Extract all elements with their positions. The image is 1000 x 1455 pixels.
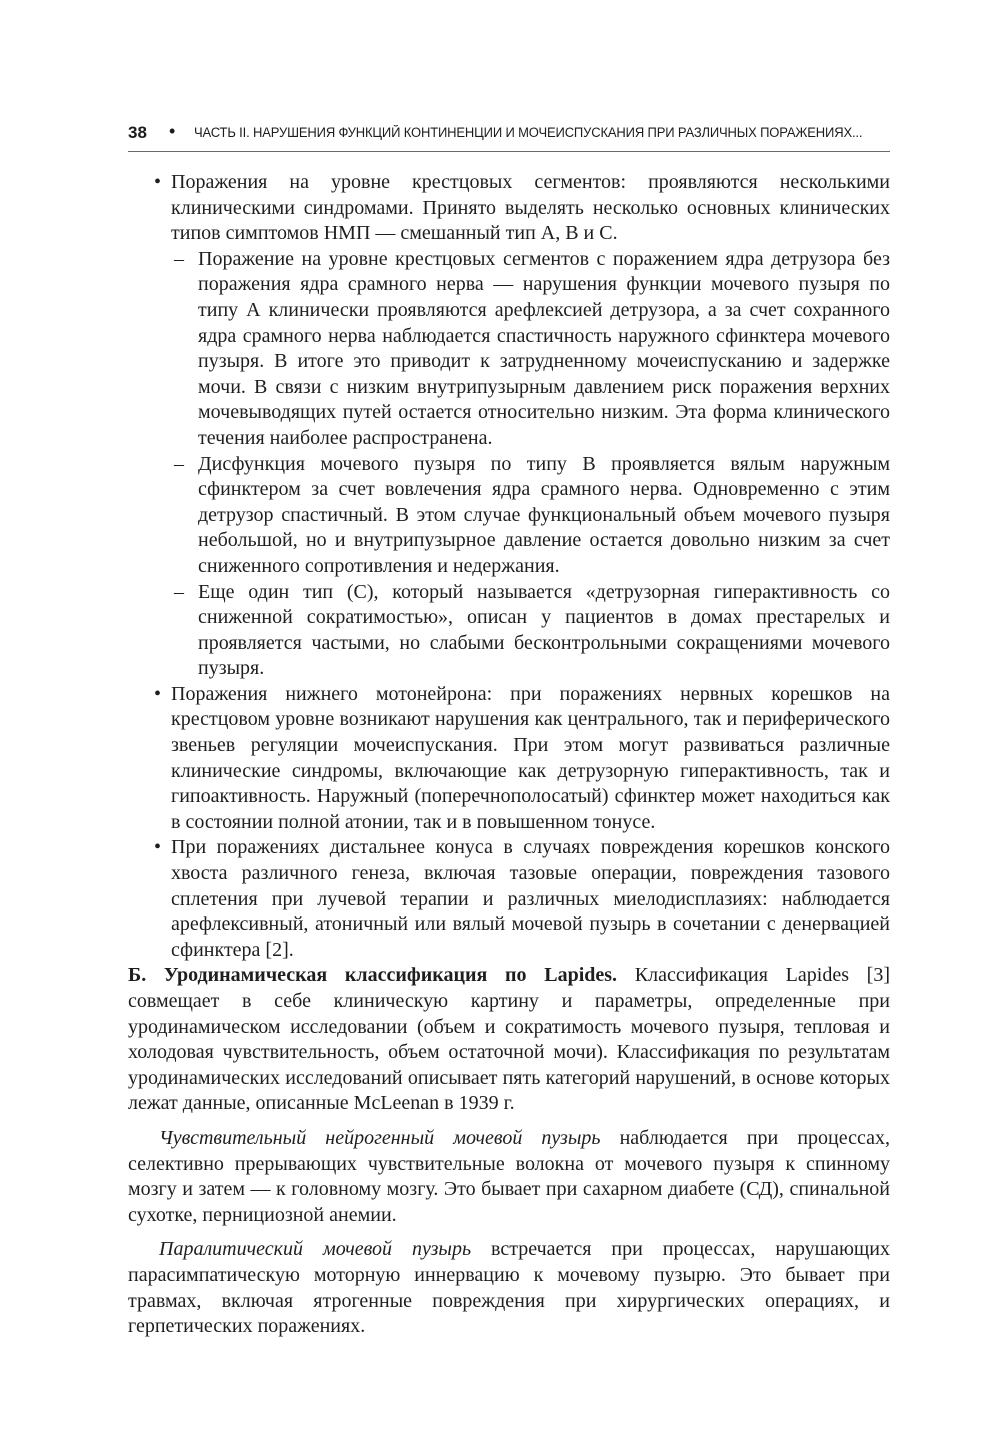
bullet-item-cauda-equina bbox=[128, 835, 890, 963]
bullet-marker: • bbox=[154, 171, 162, 193]
dash-marker: – bbox=[174, 247, 184, 270]
bullet-marker: • bbox=[154, 682, 162, 705]
sub-item-type-a bbox=[128, 247, 890, 452]
section-b-text: Классификация Lapides [3] совмещает в себе клиническую картину и параметры, определенные при уродинамическом исследовании (объем и сократимость мочевого пузыря, тепловая и холодовая чувствительность, объем остаточной мочи). Классификация по результатам уродинамических исследований описывает пять категорий нарушений, в основе которых лежат данные, описанные McLeenan в 1939 г. bbox=[128, 964, 890, 1115]
bullet-item-sacral-segments bbox=[128, 170, 890, 247]
sub-item-text: Дисфункция мочевого пузыря по типу В проявляется вялым наружным сфинктером за счет вовлечения ядра срамного нерва. Одновременно с этим детрузор спастичный. В этом случае функциональный объем мочевого пузыря небольшой, но и внутрипузырное давление остается довольно низким за счет сниженного сопротивления и недержания. bbox=[198, 452, 890, 577]
bullet-item-lower-motor-neuron bbox=[128, 682, 890, 836]
sensory-bladder-text: наблюдается при процессах, селективно прерывающих чувствительные волокна от мочевого пузыря к спинному мозгу и затем — к головному мозгу. Это бывает при сахарном диабете (СД), спинальной сухотке, пернициозной анемии. bbox=[128, 1126, 891, 1226]
paralytic-bladder-text: встречается при процессах, нарушающих парасимпатическую моторную иннервацию к мочевому пузырю. Это бывает при травмах, включая ятрогенные повреждения при хирургических операциях, и герпетических поражениях. bbox=[128, 1238, 890, 1338]
paralytic-bladder-paragraph bbox=[128, 1237, 890, 1339]
page-body bbox=[128, 170, 890, 1340]
sub-item-text: Еще один тип (С), который называется «детрузорная гиперактивность со сниженной сократимостью», описан у пациентов в домах престарелых и проявляется частыми, но слабыми бесконтрольными сокращениями мочевого пузыря. bbox=[198, 580, 890, 680]
bullet-marker: • bbox=[154, 836, 162, 859]
sub-item-text: Поражение на уровне крестцовых сегментов с поражением ядра детрузора без поражения ядра срамного нерва — нарушения функции мочевого пузыря по типу А клинически проявляются арефлексией детрузора, а за счет сохранного ядра срамного нерва наблюдается спастичность наружного сфинктера мочевого пузыря. В итоге это приводит к затрудненному мочеиспусканию и задержке мочи. В связи с низким внутрипузырным давлением риск поражения верхних мочевыводящих путей остается относительно низким. Эта форма клинического течения наиболее распространена. bbox=[198, 247, 890, 449]
running-header bbox=[128, 121, 890, 152]
section-b-paragraph bbox=[128, 963, 890, 1117]
sub-item-type-b bbox=[128, 452, 890, 580]
dash-marker: – bbox=[174, 452, 184, 475]
bullet-text: Поражения на уровне крестцовых сегментов: проявляются несколькими клиническими синдромами. Принято выделять несколько основных клинических типов симптомов НМП — смешанный тип А, В и С. bbox=[171, 171, 890, 245]
sensory-bladder-term: Чувствительный нейрогенный мочевой пузырь bbox=[159, 1126, 601, 1149]
bullet-text: Поражения нижнего мотонейрона: при поражениях нервных корешков на крестцовом уровне возникают нарушения как центрального, так и периферического звеньев регуляции мочеиспускания. При этом могут развиваться различные клинические синдромы, включающие как детрузорную гиперактивность, так и гипоактивность. Наружный (поперечнополосатый) сфинктер может находиться как в состоянии полной атонии, так и в повышенном тонусе. bbox=[171, 682, 890, 833]
paralytic-bladder-term: Паралитический мочевой пузырь bbox=[159, 1238, 472, 1261]
sub-item-type-c bbox=[128, 580, 890, 682]
header-bullet: • bbox=[169, 121, 176, 141]
sensory-bladder-paragraph bbox=[128, 1126, 890, 1228]
section-b-heading: Б. Уродинамическая классификация по Lapides. bbox=[128, 964, 618, 987]
bullet-text: При поражениях дистальнее конуса в случаях повреждения корешков конского хвоста различного генеза, включая тазовые операции, повреждения тазового сплетения при лучевой терапии и различных миелодисплазиях: наблюдается арефлексивный, атоничный или вялый мочевой пузырь в сочетании с денервацией сфинктера [2]. bbox=[171, 836, 890, 961]
page-number: 38 bbox=[128, 123, 147, 142]
dash-marker: – bbox=[174, 580, 184, 603]
running-title: ЧАСТЬ II. НАРУШЕНИЯ ФУНКЦИЙ КОНТИНЕНЦИИ И МОЧЕИСПУСКАНИЯ ПРИ РАЗЛИЧНЫХ ПОРАЖЕНИЯХ... bbox=[194, 125, 863, 140]
